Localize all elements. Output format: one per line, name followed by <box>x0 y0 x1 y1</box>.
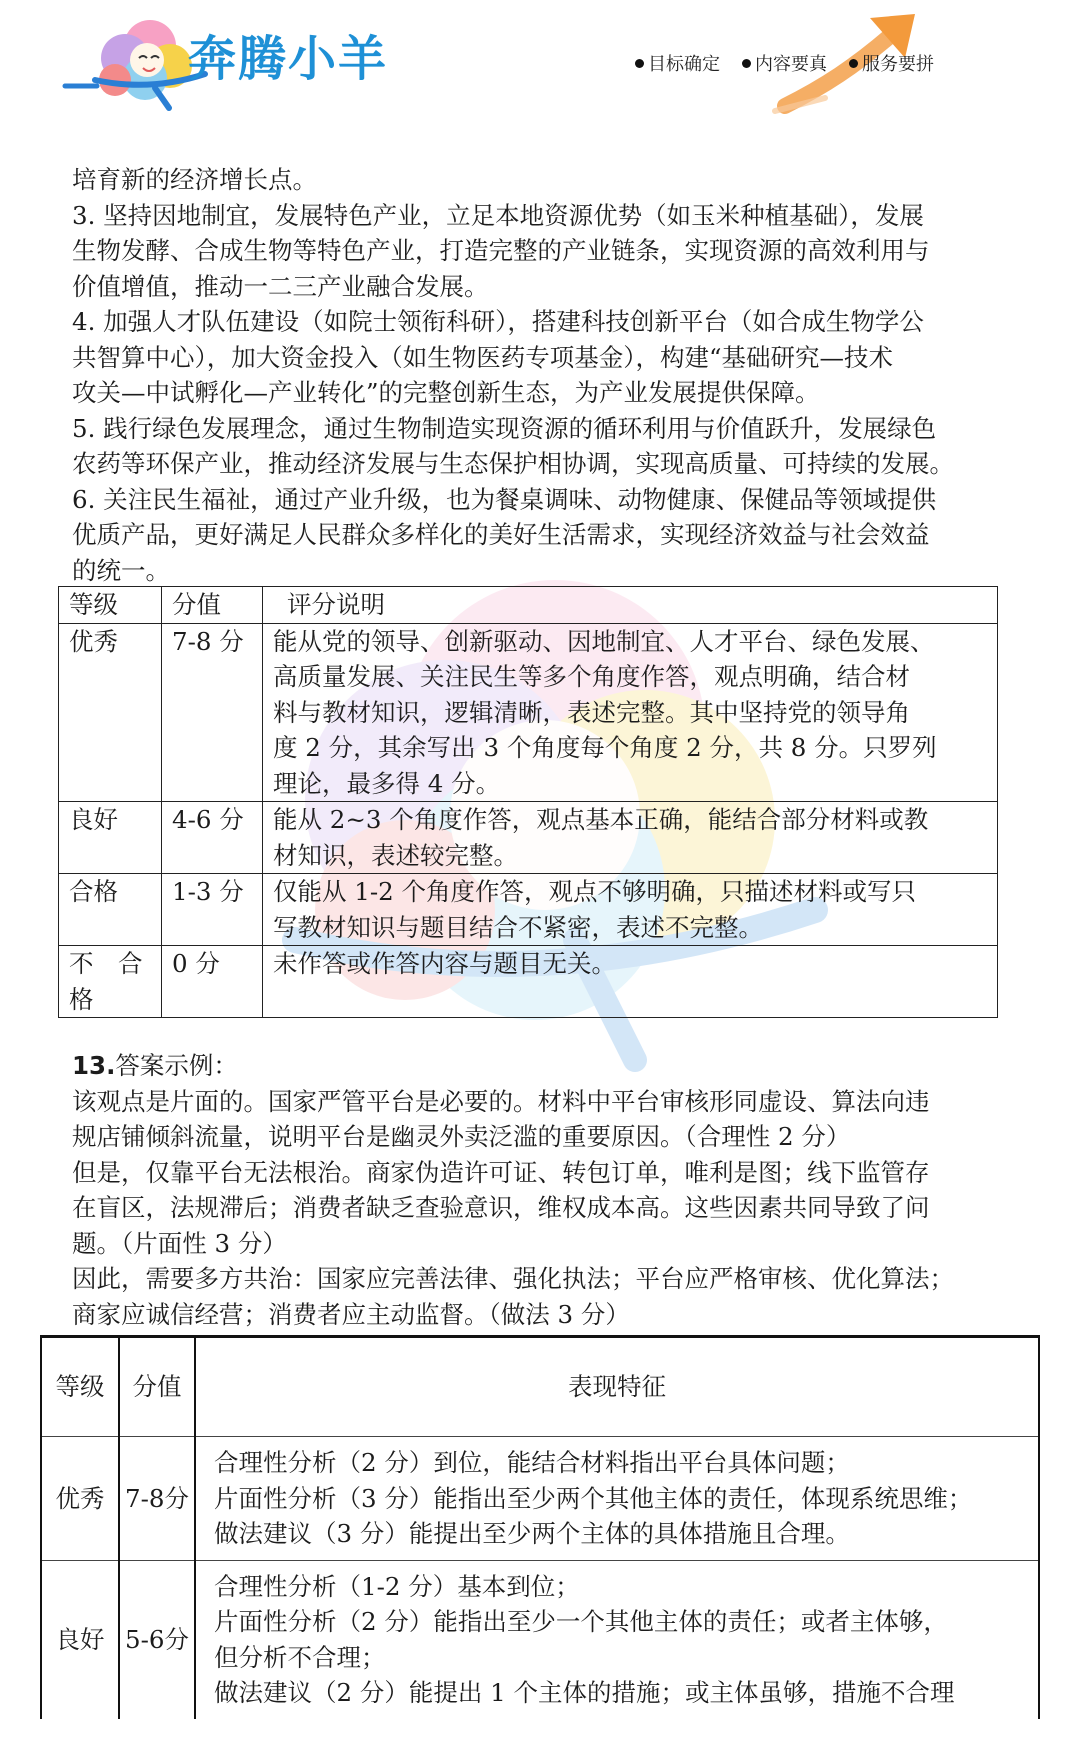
row-desc <box>263 623 998 802</box>
desc-line: 片面性分析（2 分）能指出至少一个其他主体的责任；或者主体够， <box>214 1607 948 1636</box>
header-desc: 评分说明 <box>263 587 998 624</box>
intro-line: 5. 践行绿色发展理念，通过生物制造实现资源的循环利用与价值跃升，发展绿色 <box>72 413 937 443</box>
row-level: 优秀 <box>41 1437 119 1561</box>
desc-line: 理论，最多得 4 分。 <box>273 768 501 798</box>
header-score: 分值 <box>162 587 263 624</box>
row-level: 不 合格 <box>59 946 162 1018</box>
table-row <box>41 1560 1039 1719</box>
intro-line: 价值增值，推动一二三产业融合发展。 <box>72 271 489 301</box>
row-level: 合格 <box>59 874 162 946</box>
answer-line: 商家应诚信经营；消费者应主动监督。（做法 3 分） <box>72 1299 630 1329</box>
intro-line: 培育新的经济增长点。 <box>72 165 317 194</box>
answer-line: 该观点是片面的。国家严管平台是必要的。材料中平台审核形同虚设、算法向违 <box>72 1086 930 1116</box>
row-score: 1-3 分 <box>162 874 263 946</box>
scoring-table-2 <box>40 1335 1040 1719</box>
row-level: 良好 <box>41 1560 119 1719</box>
brand-name: 奔腾小羊 <box>188 31 389 87</box>
intro-text <box>72 162 1022 588</box>
table-row <box>41 1437 1039 1561</box>
intro-line: 的统一。 <box>72 555 170 585</box>
row-score: 7-8分 <box>119 1437 195 1561</box>
q13-number: 13. <box>72 1051 116 1080</box>
table-row <box>59 874 998 946</box>
desc-line: 未作答或作答内容与题目无关。 <box>273 949 616 978</box>
answer-line: 但是，仅靠平台无法根治。商家伪造许可证、转包订单，唯利是图；线下监管存 <box>72 1157 930 1187</box>
answer-line: 在盲区，法规滞后；消费者缺乏查验意识，维权成本高。这些因素共同导致了问 <box>72 1193 930 1222</box>
intro-line: 优质产品，更好满足人民群众多样化的美好生活需求，实现经济效益与社会效益 <box>72 520 930 549</box>
slogan-tag: 服务要拼 <box>849 50 934 76</box>
desc-line: 合理性分析（2 分）到位，能结合材料指出平台具体问题； <box>214 1448 850 1477</box>
desc-line: 能从党的领导、创新驱动、因地制宜、人才平台、绿色发展、 <box>273 626 935 656</box>
table-header-row <box>41 1337 1039 1437</box>
row-desc <box>263 874 998 946</box>
slogan-tag: 内容要真 <box>742 50 827 76</box>
q13-heading <box>72 1048 954 1084</box>
desc-line: 材知识，表述较完整。 <box>273 840 518 870</box>
table-row <box>59 802 998 874</box>
row-score: 7-8 分 <box>162 623 263 802</box>
row-desc <box>263 802 998 874</box>
row-level: 良好 <box>59 802 162 874</box>
desc-line: 高质量发展、关注民生等多个角度作答，观点明确，结合材 <box>273 662 910 691</box>
header-level: 等级 <box>41 1337 119 1437</box>
question-13 <box>72 1048 954 1332</box>
desc-line: 料与教材知识，逻辑清晰，表述完整。其中坚持党的领导角 <box>273 697 910 727</box>
intro-line: 4. 加强人才队伍建设（如院士领衔科研），搭建科技创新平台（如合成生物学公 <box>72 307 924 336</box>
row-desc <box>195 1437 1039 1561</box>
desc-line: 做法建议（2 分）能提出 1 个主体的措施；或主体虽够，措施不合理 <box>214 1678 955 1707</box>
intro-line: 共智算中心），加大资金投入（如生物医药专项基金），构建“基础研究—技术 <box>72 342 894 372</box>
intro-line: 3. 坚持因地制宜，发展特色产业，立足本地资源优势（如玉米种植基础），发展 <box>72 200 924 230</box>
desc-line: 仅能从 1-2 个角度作答，观点不够明确，只描述材料或写只 <box>273 877 917 906</box>
scoring-table-1 <box>58 586 998 1018</box>
row-desc <box>195 1560 1039 1719</box>
row-score: 5-6分 <box>119 1560 195 1719</box>
row-score: 4-6 分 <box>162 802 263 874</box>
slogan-tag: 目标确定 <box>635 50 720 76</box>
answer-line: 因此，需要多方共治：国家应完善法律、强化执法；平台应严格审核、优化算法； <box>72 1264 954 1293</box>
row-desc <box>263 946 998 1018</box>
desc-line: 写教材知识与题目结合不紧密，表述不完整。 <box>273 912 763 942</box>
row-score: 0 分 <box>162 946 263 1018</box>
answer-line: 规店铺倾斜流量，说明平台是幽灵外卖泛滥的重要原因。（合理性 2 分） <box>72 1122 851 1151</box>
header-desc: 表现特征 <box>195 1337 1039 1437</box>
table-header-row <box>59 587 998 624</box>
intro-line: 农药等环保产业，推动经济发展与生态保护相协调，实现高质量、可持续的发展。 <box>72 449 954 478</box>
desc-line: 片面性分析（3 分）能指出至少两个其他主体的责任，体现系统思维； <box>214 1483 973 1513</box>
table-row <box>59 946 998 1018</box>
slogan-tags <box>635 50 934 76</box>
desc-line: 合理性分析（1-2 分）基本到位； <box>214 1571 580 1601</box>
desc-line: 但分析不合理； <box>214 1642 386 1672</box>
intro-line: 攻关—中试孵化—产业转化”的完整创新生态，为产业发展提供保障。 <box>72 378 820 407</box>
intro-line: 生物发酵、合成生物等特色产业，打造完整的产业链条，实现资源的高效利用与 <box>72 236 930 265</box>
header-level: 等级 <box>59 587 162 624</box>
desc-line: 做法建议（3 分）能提出至少两个主体的具体措施且合理。 <box>214 1519 850 1548</box>
table-row <box>59 623 998 802</box>
row-level: 优秀 <box>59 623 162 802</box>
intro-line: 6. 关注民生福祉，通过产业升级，也为餐桌调味、动物健康、保健品等领域提供 <box>72 484 937 514</box>
q13-title: 答案示例： <box>115 1051 238 1080</box>
desc-line: 度 2 分，其余写出 3 个角度每个角度 2 分，共 8 分。只罗列 <box>273 733 937 762</box>
answer-line: 题。（片面性 3 分） <box>72 1228 287 1258</box>
desc-line: 能从 2~3 个角度作答，观点基本正确，能结合部分材料或教 <box>273 805 929 834</box>
header-score: 分值 <box>119 1337 195 1437</box>
